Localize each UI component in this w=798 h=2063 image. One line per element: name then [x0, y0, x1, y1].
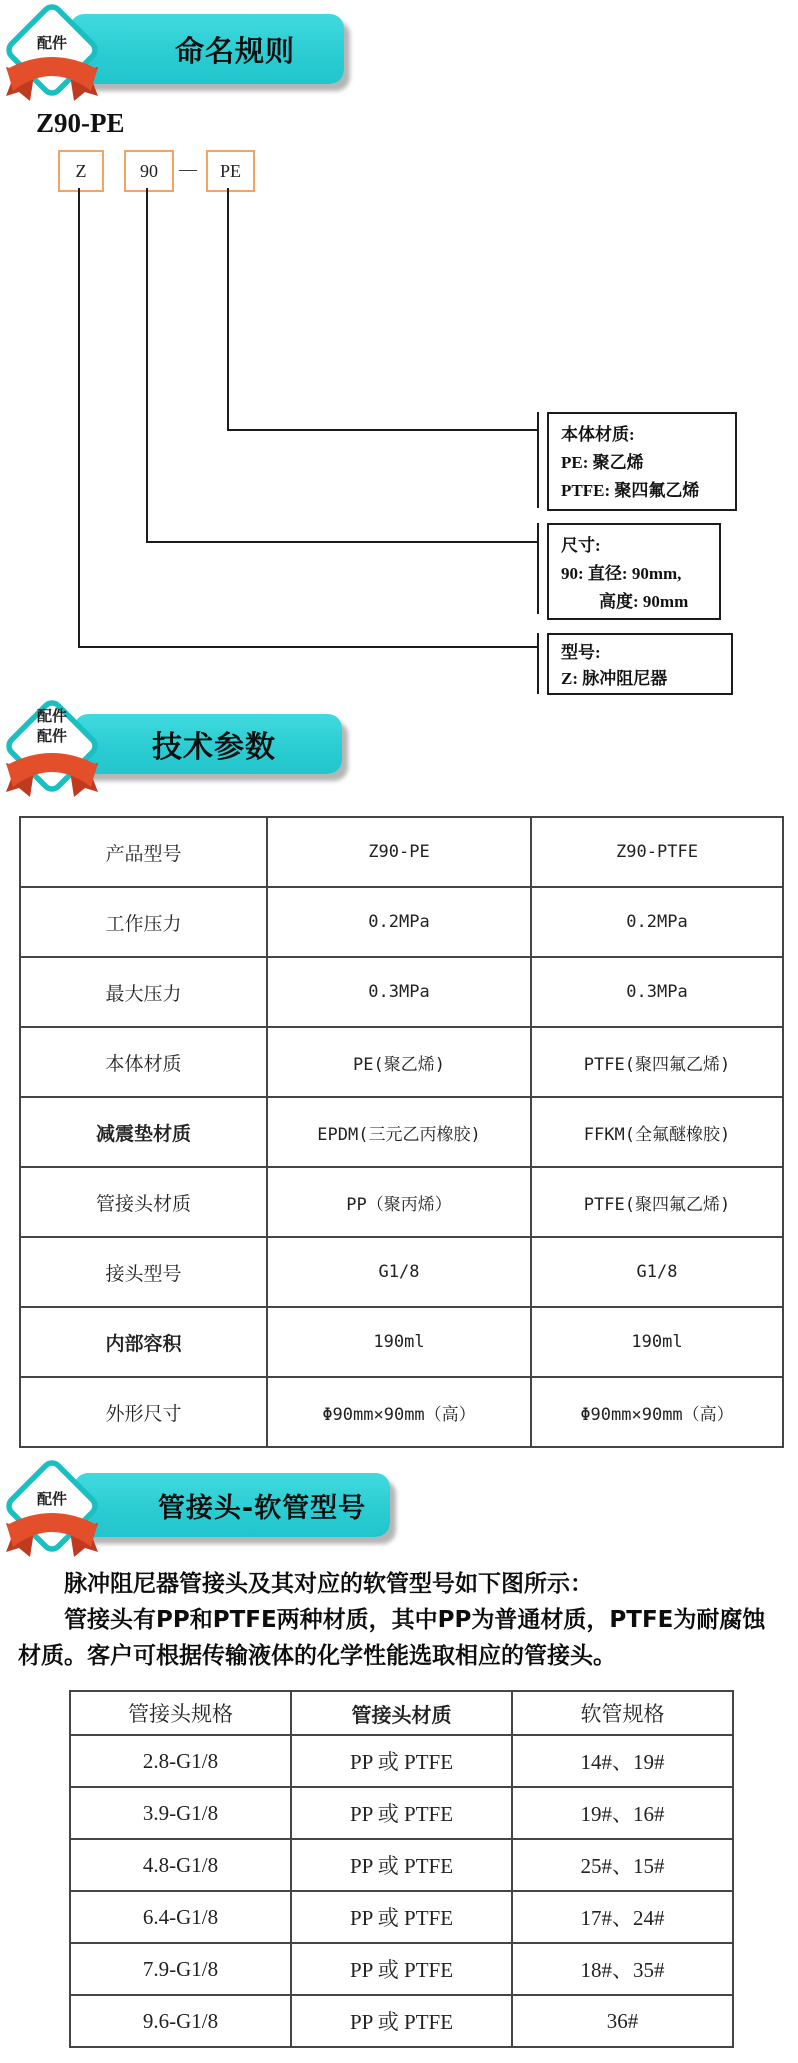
- spec-cell: PTFE(聚四氟乙烯): [531, 1027, 783, 1097]
- callout-line: PE: 聚乙烯: [561, 453, 644, 472]
- table-row: [70, 1735, 733, 1787]
- spec-row-label: 最大压力: [20, 957, 267, 1027]
- spec-cell: 0.3MPa: [531, 957, 783, 1027]
- spec-row-label: 接头型号: [20, 1237, 267, 1307]
- spec-cell: G1/8: [267, 1237, 531, 1307]
- spec-row-label: 产品型号: [20, 817, 267, 887]
- hose-spec-cell: 17#、24#: [512, 1891, 733, 1943]
- fitting-material-cell: PP 或 PTFE: [291, 1891, 512, 1943]
- segment-box-pe: PE: [206, 150, 255, 192]
- fitting-material-cell: PP 或 PTFE: [291, 1943, 512, 1995]
- spec-cell: PP（聚丙烯）: [267, 1167, 531, 1237]
- spec-cell: G1/8: [531, 1237, 783, 1307]
- spec-cell: 190ml: [531, 1307, 783, 1377]
- hose-spec-cell: 19#、16#: [512, 1787, 733, 1839]
- spec-row-label: 减震垫材质: [20, 1097, 267, 1167]
- spec-cell: 0.2MPa: [267, 887, 531, 957]
- spec-cell: Z90-PTFE: [531, 817, 783, 887]
- connector-tick-1: [537, 412, 539, 508]
- section-title-specs: 技术参数: [152, 730, 276, 765]
- spec-cell: Z90-PE: [267, 817, 531, 887]
- segment-box-90: 90: [124, 150, 174, 192]
- table-row: [20, 957, 783, 1027]
- spec-cell: Φ90mm×90mm（高）: [531, 1377, 783, 1447]
- section-title-fittings: 管接头-软管型号: [157, 1492, 367, 1524]
- table-row: [70, 1787, 733, 1839]
- connector-line-90-horizontal: [146, 541, 538, 543]
- table-row: [70, 1839, 733, 1891]
- spec-cell: PE(聚乙烯): [267, 1027, 531, 1097]
- column-header: 软管规格: [512, 1691, 733, 1735]
- connector-tick-2: [537, 523, 539, 614]
- callout-line: 本体材质:: [561, 425, 635, 444]
- spec-cell: Φ90mm×90mm（高）: [267, 1377, 531, 1447]
- callout-line: 90: 直径: 90mm,: [561, 564, 682, 583]
- accessory-badge-specs: [0, 696, 104, 802]
- fitting-spec-cell: 7.9-G1/8: [70, 1943, 291, 1995]
- spec-cell: EPDM(三元乙丙橡胶): [267, 1097, 531, 1167]
- hose-spec-cell: 18#、35#: [512, 1943, 733, 1995]
- spec-cell: PTFE(聚四氟乙烯): [531, 1167, 783, 1237]
- fitting-spec-cell: 6.4-G1/8: [70, 1891, 291, 1943]
- fitting-spec-cell: 9.6-G1/8: [70, 1995, 291, 2047]
- callout-line: PTFE: 聚四氟乙烯: [561, 481, 700, 500]
- model-code-title: Z90-PE: [36, 108, 125, 138]
- spec-row-label: 本体材质: [20, 1027, 267, 1097]
- hose-spec-cell: 14#、19#: [512, 1735, 733, 1787]
- table-row: [20, 817, 783, 887]
- spec-cell: FFKM(全氟醚橡胶): [531, 1097, 783, 1167]
- paragraph: 脉冲阻尼器管接头及其对应的软管型号如下图所示：: [64, 1571, 593, 1597]
- section-header-fittings: [74, 1473, 390, 1537]
- table-row: [20, 1027, 783, 1097]
- connector-tick-3: [537, 633, 539, 694]
- callout-size: [547, 523, 721, 620]
- spec-row-label: 工作压力: [20, 887, 267, 957]
- fitting-hose-table: [69, 1690, 734, 2048]
- fitting-material-cell: PP 或 PTFE: [291, 1839, 512, 1891]
- table-row: [20, 1377, 783, 1447]
- column-header: 管接头材质: [291, 1691, 512, 1735]
- table-header-row: [70, 1691, 733, 1735]
- section-header-specs: [74, 714, 342, 774]
- callout-body-material: [547, 412, 737, 511]
- accessory-badge-naming: [0, 0, 104, 106]
- spec-row-label: 管接头材质: [20, 1167, 267, 1237]
- diamond-ribbon-icon: [0, 0, 104, 106]
- fittings-description: [18, 1566, 788, 1674]
- badge-label-line: 配件: [36, 727, 67, 745]
- fitting-spec-cell: 4.8-G1/8: [70, 1839, 291, 1891]
- connector-line-pe-vertical: [227, 188, 229, 431]
- badge-label: 配件: [36, 1490, 67, 1508]
- spec-cell: 0.2MPa: [531, 887, 783, 957]
- table-row: [20, 1167, 783, 1237]
- segment-separator: —: [179, 158, 197, 179]
- connector-line-90-vertical: [146, 188, 148, 543]
- table-row: [20, 1307, 783, 1377]
- table-row: [70, 1891, 733, 1943]
- spec-row-label: 外形尺寸: [20, 1377, 267, 1447]
- callout-line: 型号:: [561, 643, 601, 662]
- spec-row-label: 内部容积: [20, 1307, 267, 1377]
- table-row: [20, 1097, 783, 1167]
- fitting-spec-cell: 3.9-G1/8: [70, 1787, 291, 1839]
- fitting-material-cell: PP 或 PTFE: [291, 1787, 512, 1839]
- table-row: [70, 1995, 733, 2047]
- spec-table: [19, 816, 784, 1448]
- callout-model: [547, 633, 733, 695]
- section-title-naming: 命名规则: [174, 33, 295, 68]
- connector-line-z-horizontal: [78, 646, 538, 648]
- callout-line: 高度: 90mm: [599, 592, 689, 611]
- accessory-badge-fittings: [0, 1456, 104, 1562]
- fitting-material-cell: PP 或 PTFE: [291, 1995, 512, 2047]
- diamond-ribbon-icon: [0, 1456, 104, 1562]
- fitting-material-cell: PP 或 PTFE: [291, 1735, 512, 1787]
- hose-spec-cell: 25#、15#: [512, 1839, 733, 1891]
- segment-box-z: Z: [58, 150, 104, 192]
- badge-label: 配件: [36, 34, 67, 52]
- connector-line-pe-horizontal: [227, 429, 538, 431]
- badge-label: [0, 706, 104, 746]
- callout-line: 尺寸:: [561, 536, 601, 555]
- spec-cell: 190ml: [267, 1307, 531, 1377]
- section-header-naming: [70, 14, 344, 84]
- spec-cell: 0.3MPa: [267, 957, 531, 1027]
- hose-spec-cell: 36#: [512, 1995, 733, 2047]
- table-row: [70, 1943, 733, 1995]
- badge-label-line: 配件: [36, 707, 67, 725]
- fitting-spec-cell: 2.8-G1/8: [70, 1735, 291, 1787]
- paragraph: 管接头有PP和PTFE两种材质，其中PP为普通材质，PTFE为耐腐蚀材质。客户可根据传输液体的化学性能选取相应的管接头。: [18, 1607, 766, 1669]
- table-row: [20, 1237, 783, 1307]
- column-header: 管接头规格: [70, 1691, 291, 1735]
- connector-line-z-vertical: [78, 188, 80, 648]
- table-row: [20, 887, 783, 957]
- callout-line: Z: 脉冲阻尼器: [561, 669, 668, 688]
